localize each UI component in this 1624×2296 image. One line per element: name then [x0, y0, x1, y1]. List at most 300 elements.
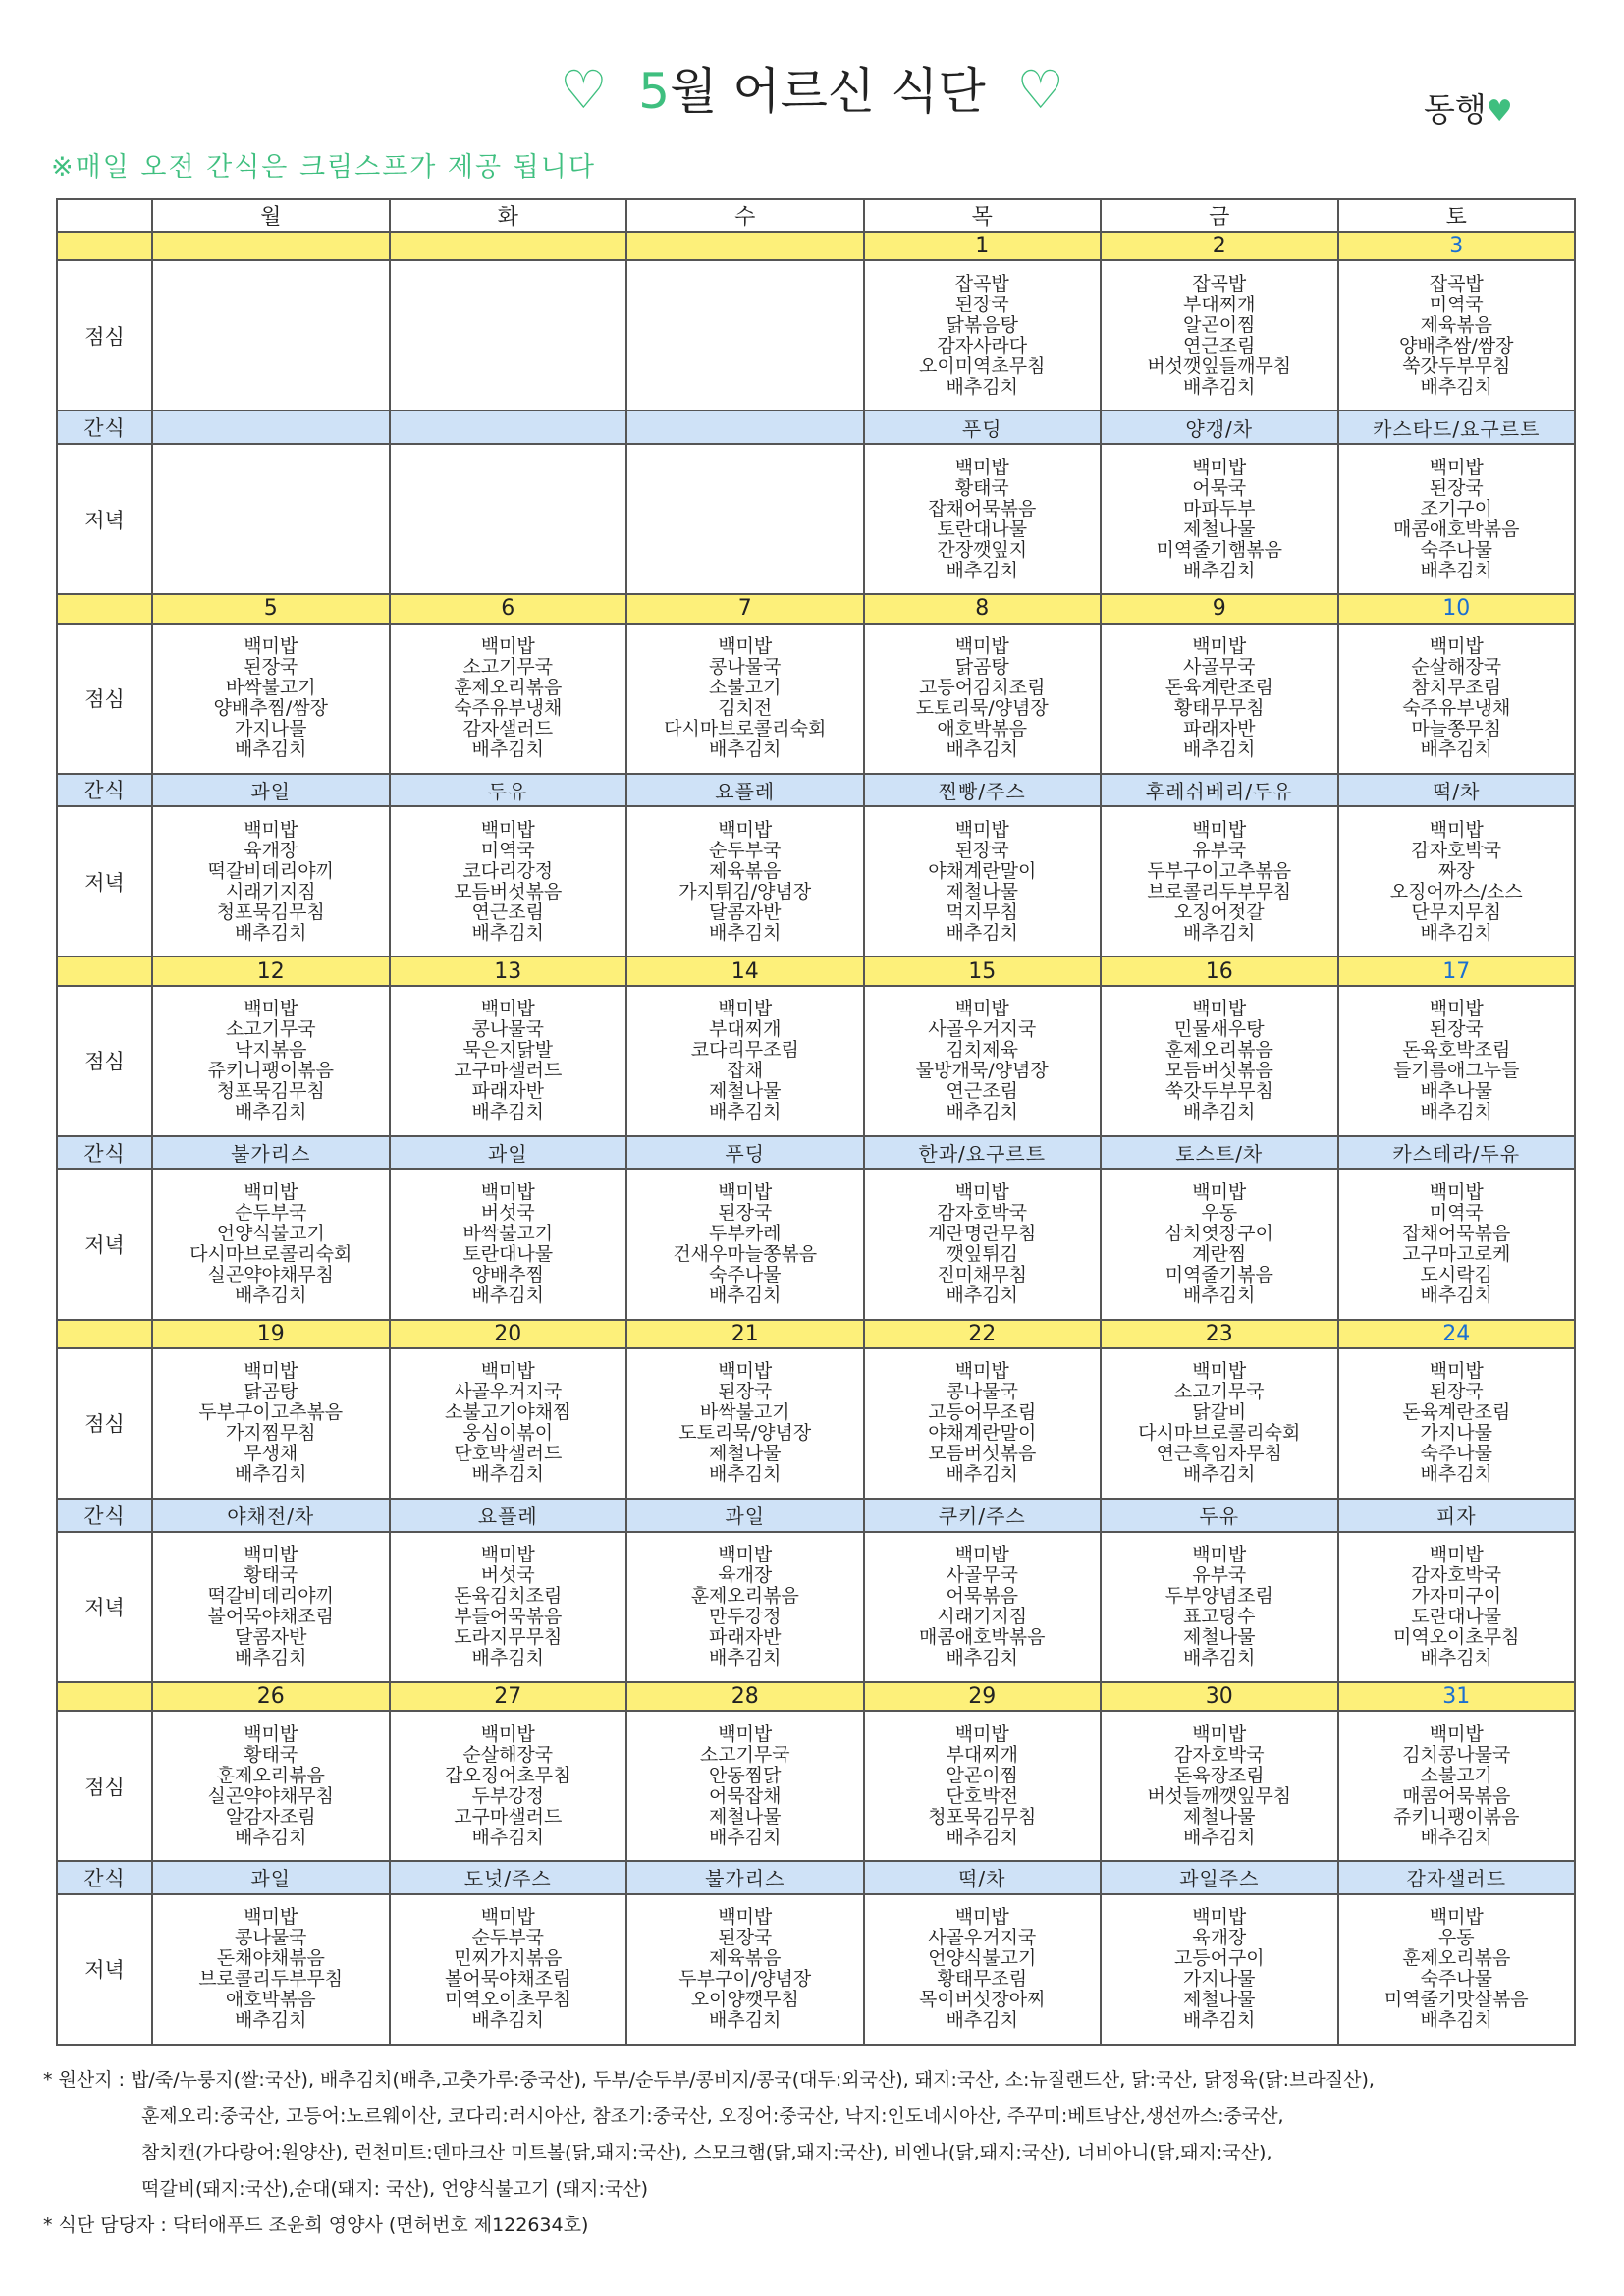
menu-item: 고구마샐러드 — [454, 1061, 563, 1082]
menu-item: 순두부국 — [709, 840, 782, 861]
menu-item: 청포묵김무침 — [216, 1081, 325, 1103]
menu-item: 백미밥 — [1192, 819, 1247, 841]
snack-cell — [390, 410, 627, 444]
lunch-cell — [1338, 260, 1576, 410]
dinner-cell — [1101, 806, 1338, 957]
menu-item: 파래자반 — [1183, 719, 1256, 740]
menu-item: 배추김치 — [946, 1648, 1018, 1669]
menu-item: 미역줄기햄볶음 — [1156, 539, 1282, 561]
dinner-cell — [626, 1169, 864, 1319]
menu-item: 배추김치 — [946, 922, 1018, 944]
origin-line: 참치캔(가다랑어:원양산), 런천미트:덴마크산 미트볼(닭,돼지:국산), 스모크햄(닭,돼지:국산), 비엔나(닭,돼지:국산), 너비아니(닭,돼지:국산), — [141, 2142, 1272, 2163]
lunch-cell — [626, 986, 864, 1136]
lunch-cell — [152, 986, 390, 1136]
menu-item: 도토리묵/양념장 — [915, 698, 1049, 720]
menu-item: 배추김치 — [471, 1827, 544, 1848]
menu-item: 배추김치 — [1183, 922, 1256, 944]
dinner-label: 저녁 — [57, 1532, 152, 1682]
menu-item: 웅심이볶이 — [462, 1423, 554, 1445]
menu-item: 배추김치 — [1420, 2010, 1492, 2032]
menu-item: 백미밥 — [954, 1545, 1009, 1566]
snack-row — [57, 1136, 1575, 1170]
menu-item: 배추김치 — [1183, 2010, 1256, 2032]
date-cell: 8 — [864, 594, 1102, 623]
menu-item: 미역줄기볶음 — [1164, 1264, 1273, 1285]
day-header-row — [57, 199, 1575, 232]
lunch-cell — [864, 624, 1102, 774]
menu-item: 코다리무조림 — [690, 1040, 799, 1062]
lunch-cell — [1338, 986, 1576, 1136]
menu-item: 백미밥 — [244, 1723, 298, 1745]
menu-item: 배추김치 — [946, 560, 1018, 581]
heart-filled-icon: ♥ — [1486, 94, 1513, 129]
menu-item: 콩나물국 — [946, 1382, 1018, 1403]
menu-item: 배추김치 — [1420, 560, 1492, 581]
menu-item: 백미밥 — [718, 819, 773, 841]
menu-item: 배추김치 — [946, 2010, 1018, 2032]
snack-cell: 토스트/차 — [1101, 1136, 1338, 1170]
menu-item: 파래자반 — [471, 1081, 544, 1103]
menu-item: 낙지볶음 — [235, 1040, 307, 1062]
title-month-number: 5 — [638, 63, 671, 120]
menu-item: 제철나물 — [709, 1081, 782, 1103]
menu-item: 배추김치 — [1420, 1102, 1492, 1123]
snack-notice: ※매일 오전 간식은 크림스프가 제공 됩니다 — [51, 152, 596, 183]
date-cell: 22 — [864, 1320, 1102, 1348]
menu-item: 백미밥 — [718, 999, 773, 1020]
menu-item: 백미밥 — [718, 1545, 773, 1566]
menu-item: 잡채어묵볶음 — [928, 498, 1037, 519]
date-cell — [152, 232, 390, 260]
snack-cell: 과일 — [152, 1861, 390, 1894]
menu-item: 진미채무침 — [937, 1264, 1028, 1285]
lunch-cell — [626, 1348, 864, 1499]
dinner-label: 저녁 — [57, 1169, 152, 1319]
menu-item: 토란대나물 — [937, 519, 1028, 540]
day-header: 토 — [1338, 199, 1576, 232]
menu-item: 달콤자반 — [235, 1627, 307, 1649]
dinner-cell — [152, 806, 390, 957]
menu-item: 제육볶음 — [1420, 314, 1492, 336]
menu-item: 백미밥 — [1192, 1545, 1247, 1566]
snack-row — [57, 1499, 1575, 1532]
menu-item: 배추김치 — [471, 1285, 544, 1306]
menu-item: 백미밥 — [1429, 819, 1484, 841]
menu-item: 버섯깻잎들깨무침 — [1147, 355, 1292, 377]
menu-item: 목이버섯장아찌 — [919, 1990, 1046, 2011]
menu-item: 민찌가지볶음 — [454, 1948, 563, 1970]
date-cell: 16 — [1101, 957, 1338, 985]
menu-item: 알감자조림 — [225, 1806, 316, 1828]
menu-item: 배추김치 — [235, 739, 307, 761]
snack-cell: 과일 — [626, 1499, 864, 1532]
dinner-row — [57, 444, 1575, 594]
lunch-cell — [1101, 986, 1338, 1136]
menu-item: 제육볶음 — [709, 1948, 782, 1970]
menu-item: 된장국 — [1429, 477, 1484, 499]
menu-item: 백미밥 — [480, 1545, 535, 1566]
menu-item: 유부국 — [1192, 840, 1247, 861]
day-header: 화 — [390, 199, 627, 232]
snack-row — [57, 410, 1575, 444]
date-cell: 1 — [864, 232, 1102, 260]
menu-item: 백미밥 — [1192, 1907, 1247, 1929]
menu-item: 마늘쫑무침 — [1411, 719, 1502, 740]
lunch-cell — [1338, 1711, 1576, 1861]
menu-item: 배추김치 — [235, 1827, 307, 1848]
menu-item: 된장국 — [1429, 1019, 1484, 1041]
lunch-row — [57, 986, 1575, 1136]
snack-cell: 쿠키/주스 — [864, 1499, 1102, 1532]
menu-item: 연근조림 — [471, 902, 544, 923]
menu-item: 애호박볶음 — [937, 719, 1028, 740]
menu-item: 배추김치 — [709, 922, 782, 944]
menu-item: 백미밥 — [954, 636, 1009, 658]
menu-item: 돈채야채볶음 — [216, 1948, 325, 1970]
menu-item: 오이미역초무침 — [919, 355, 1046, 377]
lunch-cell — [152, 1711, 390, 1861]
dinner-cell — [864, 444, 1102, 594]
menu-item: 사골무국 — [946, 1565, 1018, 1587]
snack-cell: 카스테라/두유 — [1338, 1136, 1576, 1170]
menu-item: 백미밥 — [480, 999, 535, 1020]
snack-cell: 푸딩 — [864, 410, 1102, 444]
menu-item: 토란대나물 — [462, 1243, 554, 1265]
menu-item: 훈제오리볶음 — [1402, 1948, 1511, 1970]
menu-item: 조기구이 — [1420, 498, 1492, 519]
date-row-label — [57, 594, 152, 623]
menu-item: 유부국 — [1192, 1565, 1247, 1587]
menu-item: 참치무조림 — [1411, 678, 1502, 699]
menu-item: 백미밥 — [954, 819, 1009, 841]
menu-item: 버섯국 — [480, 1565, 535, 1587]
menu-item: 잡채 — [727, 1061, 764, 1082]
menu-item: 파래자반 — [709, 1627, 782, 1649]
menu-item: 두부카레 — [709, 1223, 782, 1244]
menu-item: 배추김치 — [1183, 1464, 1256, 1486]
dinner-label: 저녁 — [57, 806, 152, 957]
date-row-label — [57, 232, 152, 260]
day-header: 수 — [626, 199, 864, 232]
menu-item: 모듬버섯볶음 — [928, 1444, 1037, 1465]
menu-item: 황태무조림 — [937, 1969, 1028, 1991]
lunch-cell — [864, 986, 1102, 1136]
dinner-cell — [626, 1894, 864, 2045]
menu-item: 오이양깻무침 — [690, 1990, 799, 2011]
date-cell: 23 — [1101, 1320, 1338, 1348]
date-cell: 31 — [1338, 1682, 1576, 1711]
origin-notes — [43, 2062, 1595, 2208]
dinner-cell — [390, 806, 627, 957]
menu-item: 백미밥 — [718, 1723, 773, 1745]
menu-item: 감자사라다 — [937, 335, 1028, 356]
menu-item: 제철나물 — [946, 881, 1018, 902]
lunch-cell — [864, 260, 1102, 410]
menu-item: 배추김치 — [946, 1464, 1018, 1486]
menu-item: 제철나물 — [1183, 1990, 1256, 2011]
snack-cell: 요플레 — [626, 774, 864, 807]
menu-item: 배추김치 — [709, 739, 782, 761]
menu-item: 제철나물 — [709, 1444, 782, 1465]
menu-item: 양배추찜/쌈장 — [213, 698, 329, 720]
menu-item: 황태무무침 — [1173, 698, 1265, 720]
menu-item: 가지나물 — [1420, 1423, 1492, 1445]
manager-note: * 식단 담당자 : 닥터애푸드 조윤희 영양사 (면허번호 제122634호) — [43, 2214, 589, 2236]
date-row-label — [57, 1320, 152, 1348]
menu-item: 도토리묵/양념장 — [678, 1423, 812, 1445]
dinner-row — [57, 1532, 1575, 1682]
dinner-cell — [626, 1532, 864, 1682]
snack-cell: 양갱/차 — [1101, 410, 1338, 444]
menu-item: 단호박전 — [946, 1785, 1018, 1807]
menu-item: 백미밥 — [244, 636, 298, 658]
menu-item: 브로콜리두부무침 — [1147, 881, 1292, 902]
menu-item: 백미밥 — [954, 1181, 1009, 1203]
menu-item: 돈육김치조림 — [454, 1586, 563, 1608]
snack-label: 간식 — [57, 410, 152, 444]
menu-item: 순살해장국 — [462, 1744, 554, 1766]
snack-cell: 야채전/차 — [152, 1499, 390, 1532]
origin-line: * 원산지 : 밥/죽/누룽지(쌀:국산), 배추김치(배추,고춧가루:중국산), 두부/순두부/콩비지/콩국(대두:외국산), 돼지:국산, 소:뉴질랜드산, 닭:국산, 닭정육(닭:브라질산), — [43, 2069, 1375, 2091]
menu-item: 잡곡밥 — [954, 273, 1009, 295]
menu-item: 백미밥 — [1192, 999, 1247, 1020]
menu-item: 배추김치 — [946, 739, 1018, 761]
menu-item: 토란대나물 — [1411, 1607, 1502, 1628]
date-cell: 28 — [626, 1682, 864, 1711]
menu-item: 미역국 — [480, 840, 535, 861]
menu-item: 백미밥 — [954, 457, 1009, 478]
menu-item: 고등어구이 — [1173, 1948, 1265, 1970]
menu-item: 숙주나물 — [1420, 1969, 1492, 1991]
menu-item: 고등어무조림 — [928, 1402, 1037, 1424]
menu-item: 두부구이고추볶음 — [1147, 860, 1292, 882]
snack-label: 간식 — [57, 1861, 152, 1894]
menu-item: 백미밥 — [954, 999, 1009, 1020]
menu-item: 김치콩나물국 — [1402, 1744, 1511, 1766]
date-cell: 27 — [390, 1682, 627, 1711]
snack-cell: 과일 — [390, 1136, 627, 1170]
date-cell: 5 — [152, 594, 390, 623]
menu-item: 매콤어묵볶음 — [1402, 1785, 1511, 1807]
menu-item: 미역오이초무침 — [445, 1990, 571, 2011]
menu-item: 소고기무국 — [462, 657, 554, 679]
menu-item: 배추김치 — [709, 1285, 782, 1306]
menu-item: 감자호박국 — [1411, 1565, 1502, 1587]
menu-item: 건새우마늘쫑볶음 — [673, 1243, 818, 1265]
date-cell: 10 — [1338, 594, 1576, 623]
menu-item: 가자미구이 — [1411, 1586, 1502, 1608]
menu-item: 돈육호박조림 — [1402, 1040, 1511, 1062]
date-cell: 12 — [152, 957, 390, 985]
title-text: 월 어르신 식단 — [670, 63, 986, 120]
dinner-row — [57, 1894, 1575, 2045]
menu-item: 소고기무국 — [1173, 1382, 1265, 1403]
menu-item: 배추김치 — [235, 2010, 307, 2032]
menu-item: 떡갈비데리야끼 — [207, 860, 334, 882]
snack-cell: 과일주스 — [1101, 1861, 1338, 1894]
menu-item: 백미밥 — [244, 999, 298, 1020]
menu-item: 청포묵김무침 — [216, 902, 325, 923]
menu-item: 간장깻잎지 — [937, 539, 1028, 561]
dinner-cell — [626, 806, 864, 957]
menu-item: 잡채어묵볶음 — [1402, 1223, 1511, 1244]
menu-item: 알곤이찜 — [946, 1765, 1018, 1786]
menu-item: 제철나물 — [1183, 1627, 1256, 1649]
menu-item: 제철나물 — [709, 1806, 782, 1828]
menu-item: 배추김치 — [1183, 560, 1256, 581]
menu-item: 버섯국 — [480, 1202, 535, 1224]
menu-item: 시래기지짐 — [937, 1607, 1028, 1628]
menu-item: 된장국 — [1429, 1382, 1484, 1403]
lunch-cell — [1101, 260, 1338, 410]
heart-icon: ♡ — [560, 59, 608, 121]
snack-cell: 과일 — [152, 774, 390, 807]
menu-item: 민물새우탕 — [1173, 1019, 1265, 1041]
dinner-cell — [152, 1169, 390, 1319]
menu-item: 백미밥 — [480, 819, 535, 841]
menu-item: 모듬버섯볶음 — [1164, 1061, 1273, 1082]
dinner-cell — [1101, 1169, 1338, 1319]
menu-item: 백미밥 — [1429, 1723, 1484, 1745]
menu-item: 야채계란말이 — [928, 1423, 1037, 1445]
menu-item: 묵은지닭발 — [462, 1040, 554, 1062]
notes-section — [43, 2062, 1595, 2244]
menu-item: 백미밥 — [244, 1181, 298, 1203]
menu-item: 배추김치 — [235, 1648, 307, 1669]
date-row-label — [57, 1682, 152, 1711]
menu-item: 쥬키니팽이볶음 — [1393, 1806, 1520, 1828]
menu-item: 배추김치 — [471, 739, 544, 761]
menu-item: 만두강정 — [709, 1607, 782, 1628]
menu-item: 가지튀김/양념장 — [678, 881, 812, 902]
menu-item: 소고기무국 — [225, 1019, 316, 1041]
lunch-cell — [626, 260, 864, 410]
menu-item: 황태국 — [954, 477, 1009, 499]
menu-item: 실곤약야채무침 — [207, 1264, 334, 1285]
snack-row — [57, 774, 1575, 807]
snack-cell — [626, 410, 864, 444]
dinner-cell — [390, 1894, 627, 2045]
date-row — [57, 957, 1575, 985]
snack-label: 간식 — [57, 1136, 152, 1170]
date-cell: 26 — [152, 1682, 390, 1711]
date-row — [57, 232, 1575, 260]
menu-item: 미역오이초무침 — [1393, 1627, 1520, 1649]
menu-item: 부들어묵볶음 — [454, 1607, 563, 1628]
lunch-cell — [152, 260, 390, 410]
menu-item: 배추나물 — [1420, 1081, 1492, 1103]
menu-item: 배추김치 — [1420, 922, 1492, 944]
menu-item: 배추김치 — [1420, 1464, 1492, 1486]
menu-item: 단무지무침 — [1411, 902, 1502, 923]
menu-item: 백미밥 — [1429, 999, 1484, 1020]
menu-item: 배추김치 — [946, 1827, 1018, 1848]
snack-cell: 떡/차 — [864, 1861, 1102, 1894]
dinner-cell — [1101, 1894, 1338, 2045]
menu-item: 백미밥 — [480, 1181, 535, 1203]
lunch-row — [57, 260, 1575, 410]
menu-item: 바싹불고기 — [462, 1223, 554, 1244]
lunch-cell — [1101, 1711, 1338, 1861]
menu-item: 삼치엿장구이 — [1164, 1223, 1273, 1244]
day-header: 월 — [152, 199, 390, 232]
date-row — [57, 1682, 1575, 1711]
menu-item: 두부양념조림 — [1164, 1586, 1273, 1608]
menu-table — [56, 198, 1576, 2046]
snack-cell: 불가리스 — [626, 1861, 864, 1894]
lunch-cell — [864, 1711, 1102, 1861]
menu-item: 백미밥 — [1429, 457, 1484, 478]
menu-item: 백미밥 — [718, 1181, 773, 1203]
menu-item: 연근흑임자무침 — [1156, 1444, 1282, 1465]
dinner-label: 저녁 — [57, 1894, 152, 2045]
menu-item: 소불고기 — [1420, 1765, 1492, 1786]
menu-item: 야채계란말이 — [928, 860, 1037, 882]
menu-item: 떡갈비데리야끼 — [207, 1586, 334, 1608]
menu-item: 배추김치 — [946, 1285, 1018, 1306]
menu-item: 배추김치 — [1183, 739, 1256, 761]
day-header: 금 — [1101, 199, 1338, 232]
menu-item: 배추김치 — [471, 1648, 544, 1669]
date-cell: 21 — [626, 1320, 864, 1348]
dinner-cell — [1338, 1532, 1576, 1682]
menu-item: 코다리강정 — [462, 860, 554, 882]
menu-item: 마파두부 — [1183, 498, 1256, 519]
date-row — [57, 1320, 1575, 1348]
menu-item: 쑥갓두부무침 — [1402, 355, 1511, 377]
snack-cell: 한과/요구르트 — [864, 1136, 1102, 1170]
menu-item: 쑥갓두부무침 — [1164, 1081, 1273, 1103]
lunch-cell — [152, 1348, 390, 1499]
date-cell: 2 — [1101, 232, 1338, 260]
menu-item: 콩나물국 — [471, 1019, 544, 1041]
date-cell: 24 — [1338, 1320, 1576, 1348]
menu-item: 제철나물 — [1183, 1806, 1256, 1828]
menu-item: 사골우거지국 — [454, 1382, 563, 1403]
menu-item: 소불고기 — [709, 678, 782, 699]
menu-item: 사골우거지국 — [928, 1928, 1037, 1949]
lunch-label: 점심 — [57, 1348, 152, 1499]
lunch-label: 점심 — [57, 624, 152, 774]
date-cell: 3 — [1338, 232, 1576, 260]
menu-item: 고구마샐러드 — [454, 1806, 563, 1828]
dinner-cell — [390, 444, 627, 594]
menu-item: 육개장 — [1192, 1928, 1247, 1949]
lunch-label: 점심 — [57, 986, 152, 1136]
menu-item: 다시마브로콜리숙회 — [1138, 1423, 1301, 1445]
origin-line: 훈제오리:중국산, 고등어:노르웨이산, 코다리:러시아산, 참조기:중국산, 오징어:중국산, 낙지:인도네시아산, 주꾸미:베트남산,생선까스:중국산, — [141, 2105, 1284, 2127]
lunch-cell — [152, 624, 390, 774]
menu-item: 사골무국 — [1183, 657, 1256, 679]
menu-item: 돈육계란조림 — [1402, 1402, 1511, 1424]
menu-item: 백미밥 — [244, 1545, 298, 1566]
menu-item: 볼어묵야채조림 — [445, 1969, 571, 1991]
menu-item: 다시마브로콜리숙회 — [664, 719, 827, 740]
menu-item: 미역국 — [1429, 1202, 1484, 1224]
snack-cell: 두유 — [390, 774, 627, 807]
snack-cell: 떡/차 — [1338, 774, 1576, 807]
snack-cell: 카스타드/요구르트 — [1338, 410, 1576, 444]
date-cell: 20 — [390, 1320, 627, 1348]
snack-cell: 찐빵/주스 — [864, 774, 1102, 807]
menu-item: 배추김치 — [1183, 376, 1256, 398]
date-cell: 6 — [390, 594, 627, 623]
lunch-cell — [626, 1711, 864, 1861]
menu-item: 브로콜리두부무침 — [198, 1969, 344, 1991]
menu-item: 숙주나물 — [1420, 539, 1492, 561]
dinner-cell — [1338, 1894, 1576, 2045]
dinner-cell — [864, 806, 1102, 957]
